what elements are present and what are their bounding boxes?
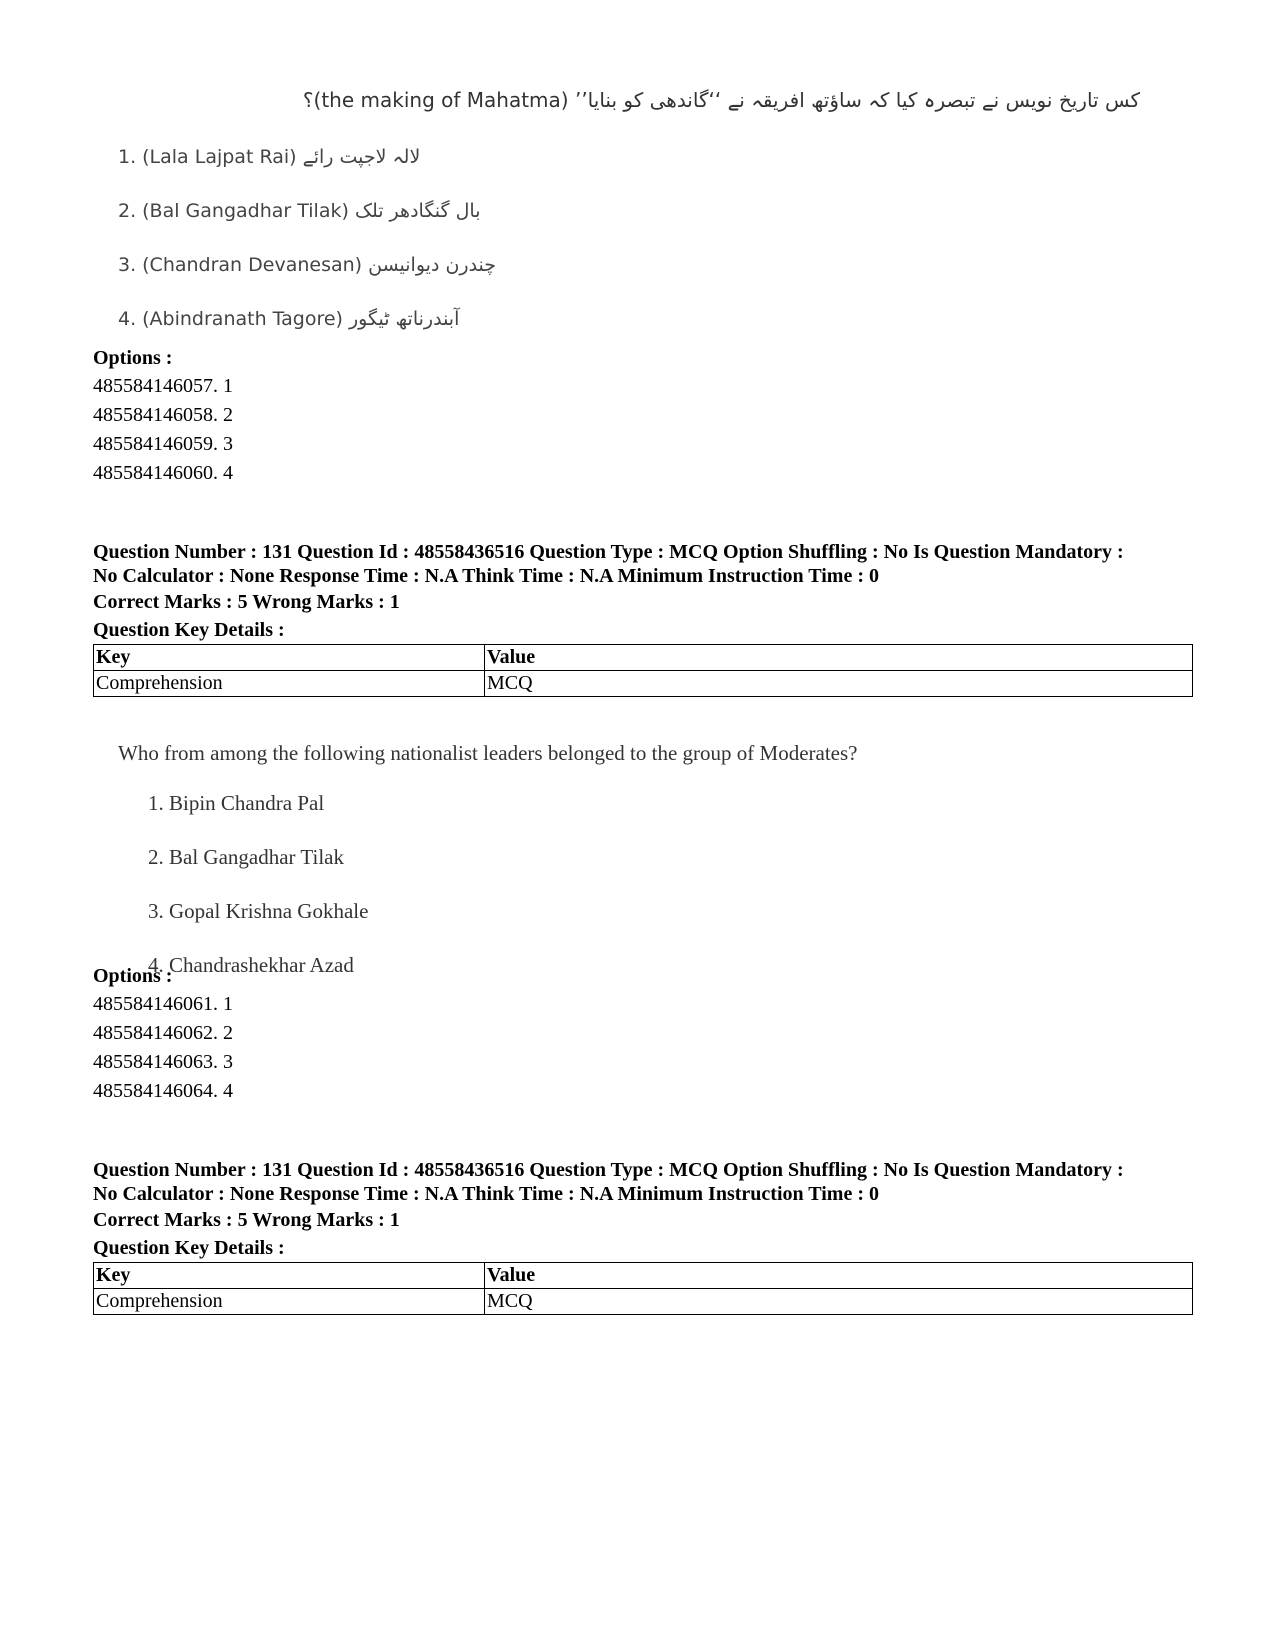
table-row [94, 671, 1193, 697]
list-item: 2. Bal Gangadhar Tilak [148, 845, 344, 869]
question-meta-line1: Question Number : 131 Question Id : 48558436516 Question Type : MCQ Option Shuffling : No Is Question Mandatory : [93, 541, 1124, 563]
list-item: 3. Gopal Krishna Gokhale [148, 899, 369, 923]
marks-line: Correct Marks : 5 Wrong Marks : 1 [93, 1209, 400, 1231]
option-id: 485584146064. 4 [93, 1080, 233, 1102]
option-id: 485584146061. 1 [93, 993, 233, 1015]
list-item: 2. (Bal Gangadhar Tilak) بال گنگادھر تلک [118, 200, 481, 222]
table-row [94, 1289, 1193, 1315]
table-cell: MCQ [485, 1289, 1193, 1315]
key-details-heading: Question Key Details : [93, 1237, 285, 1259]
key-table [93, 644, 1193, 697]
table-header-row [94, 645, 1193, 671]
option-id: 485584146058. 2 [93, 404, 233, 426]
question-meta-line2: No Calculator : None Response Time : N.A Think Time : N.A Minimum Instruction Time : 0 [93, 565, 879, 587]
list-item: 4. (Abindranath Tagore) آبندرناتھ ٹیگور [118, 308, 460, 330]
table-header-cell: Key [94, 1263, 485, 1289]
option-id: 485584146057. 1 [93, 375, 233, 397]
table-header-row [94, 1263, 1193, 1289]
key-details-heading: Question Key Details : [93, 619, 285, 641]
english-question-text: Who from among the following nationalist leaders belonged to the group of Moderates? [118, 741, 858, 765]
options-block-2 [93, 962, 1193, 1106]
key-table [93, 1262, 1193, 1315]
urdu-choice-list [110, 130, 1140, 346]
table-cell: MCQ [485, 671, 1193, 697]
question-meta-line1: Question Number : 131 Question Id : 48558436516 Question Type : MCQ Option Shuffling : No Is Question Mandatory : [93, 1159, 1124, 1181]
question-meta-2 [93, 1158, 1193, 1315]
options-heading: Options : [93, 347, 173, 369]
options-block-1 [93, 344, 1193, 488]
urdu-question-text: کس تاریخ نویس نے تبصرہ کیا کہ ساؤتھ افریقہ نے ‘‘گاندھی کو بنایا’’ (the making of Mahatma)؟ [302, 88, 1140, 112]
marks-line: Correct Marks : 5 Wrong Marks : 1 [93, 591, 400, 613]
options-heading: Options : [93, 965, 173, 987]
option-id: 485584146059. 3 [93, 433, 233, 455]
table-header-cell: Key [94, 645, 485, 671]
urdu-question-image [110, 80, 1140, 346]
option-id: 485584146062. 2 [93, 1022, 233, 1044]
list-item: 3. (Chandran Devanesan) چندرن دیوانیسن [118, 254, 497, 276]
option-id: 485584146063. 3 [93, 1051, 233, 1073]
option-id: 485584146060. 4 [93, 462, 233, 484]
table-header-cell: Value [485, 1263, 1193, 1289]
table-header-cell: Value [485, 645, 1193, 671]
table-cell: Comprehension [94, 671, 485, 697]
list-item: 4. Chandrashekhar Azad [148, 953, 354, 977]
question-meta-line2: No Calculator : None Response Time : N.A Think Time : N.A Minimum Instruction Time : 0 [93, 1183, 879, 1205]
list-item: 1. Bipin Chandra Pal [148, 791, 325, 815]
table-cell: Comprehension [94, 1289, 485, 1315]
list-item: 1. (Lala Lajpat Rai) لالہ لاجپت رائے [118, 146, 421, 168]
question-meta-1 [93, 540, 1193, 697]
